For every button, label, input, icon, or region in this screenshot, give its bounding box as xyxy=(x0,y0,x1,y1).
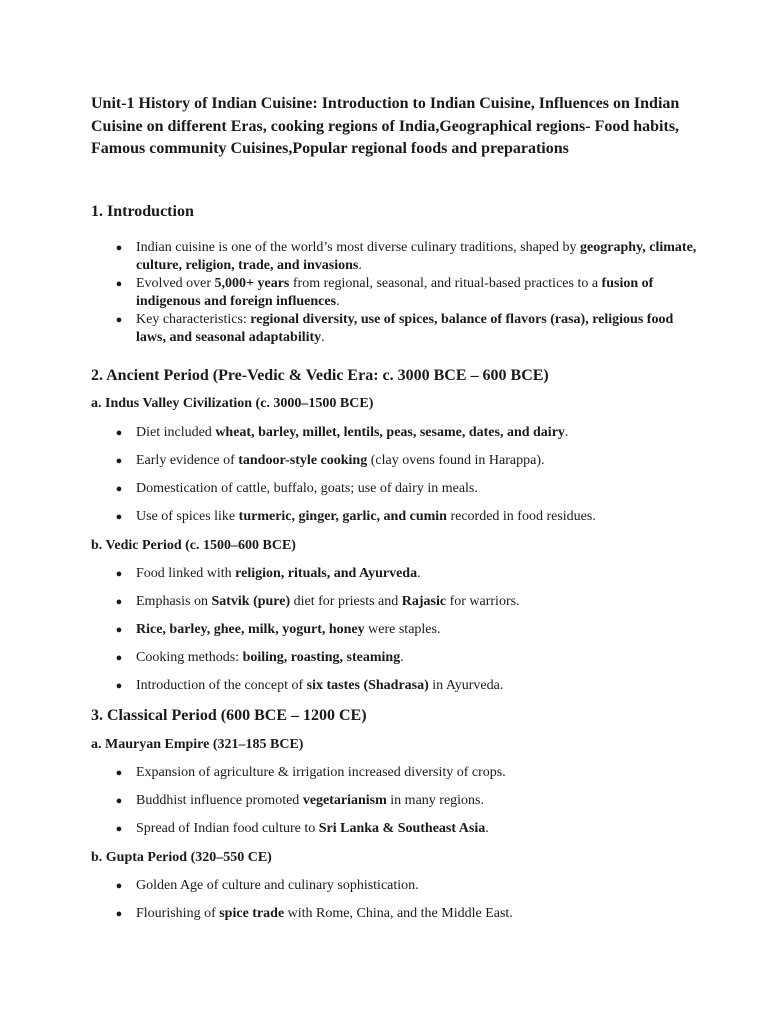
list-item: ● Indian cuisine is one of the world’s most diverse culinary traditions, shaped by geography, climate, culture, religion, trade, and invasions. xyxy=(113,239,703,275)
list-item: ● Food linked with religion, rituals, and Ayurveda. xyxy=(113,565,703,583)
section-heading-ancient-period: 2. Ancient Period (Pre-Vedic & Vedic Era: c. 3000 BCE – 600 BCE) xyxy=(91,367,549,384)
list-item: ● Flourishing of spice trade with Rome, China, and the Middle East. xyxy=(113,905,703,923)
list-item: ● Cooking methods: boiling, roasting, steaming. xyxy=(113,649,703,667)
page-title: Unit-1 History of Indian Cuisine: Introduction to Indian Cuisine, Influences on Indian Cuisine on different Eras, cooking regions of India,Geographical regions- Food habits, Famous community Cuisines,Popular regional foods and preparations xyxy=(91,95,680,157)
list-item: ● Buddhist influence promoted vegetarianism in many regions. xyxy=(113,792,703,810)
list-item: ● Golden Age of culture and culinary sophistication. xyxy=(113,877,703,895)
bullet-icon: ● xyxy=(115,511,123,523)
bullet-icon: ● xyxy=(115,880,123,892)
list-item: ● Expansion of agriculture & irrigation increased diversity of crops. xyxy=(113,764,703,782)
section-heading-introduction: 1. Introduction xyxy=(91,203,194,220)
bullet-icon: ● xyxy=(115,652,123,664)
list-item: ● Early evidence of tandoor-style cooking (clay ovens found in Harappa). xyxy=(113,452,703,470)
list-item: ● Spread of Indian food culture to Sri Lanka & Southeast Asia. xyxy=(113,820,703,838)
section-heading-classical-period: 3. Classical Period (600 BCE – 1200 CE) xyxy=(91,707,367,724)
bullet-icon: ● xyxy=(115,278,123,290)
bullet-icon: ● xyxy=(115,795,123,807)
subsection-heading-gupta-period: b. Gupta Period (320–550 CE) xyxy=(91,850,272,865)
bullet-icon: ● xyxy=(115,767,123,779)
bullet-icon: ● xyxy=(115,823,123,835)
list-item: ● Rice, barley, ghee, milk, yogurt, honey were staples. xyxy=(113,621,703,639)
list-item: ● Evolved over 5,000+ years from regional, seasonal, and ritual-based practices to a fusion of indigenous and foreign influences. xyxy=(113,275,703,311)
list-item: ● Key characteristics: regional diversity, use of spices, balance of flavors (rasa), religious food laws, and seasonal adaptability. xyxy=(113,311,703,347)
bullet-icon: ● xyxy=(115,680,123,692)
subsection-heading-indus-valley: a. Indus Valley Civilization (c. 3000–1500 BCE) xyxy=(91,396,374,411)
bullet-icon: ● xyxy=(115,596,123,608)
bullet-icon: ● xyxy=(115,908,123,920)
bullet-icon: ● xyxy=(115,314,123,326)
bullet-icon: ● xyxy=(115,242,123,254)
bullet-icon: ● xyxy=(115,624,123,636)
bullet-icon: ● xyxy=(115,568,123,580)
bullet-icon: ● xyxy=(115,427,123,439)
list-item: ● Domestication of cattle, buffalo, goats; use of dairy in meals. xyxy=(113,480,703,498)
bullet-icon: ● xyxy=(115,483,123,495)
list-item: ● Introduction of the concept of six tastes (Shadrasa) in Ayurveda. xyxy=(113,677,703,695)
bullet-icon: ● xyxy=(115,455,123,467)
list-item: ● Diet included wheat, barley, millet, lentils, peas, sesame, dates, and dairy. xyxy=(113,424,703,442)
list-item: ● Emphasis on Satvik (pure) diet for priests and Rajasic for warriors. xyxy=(113,593,703,611)
list-item: ● Use of spices like turmeric, ginger, garlic, and cumin recorded in food residues. xyxy=(113,508,703,526)
subsection-heading-vedic-period: b. Vedic Period (c. 1500–600 BCE) xyxy=(91,538,296,553)
subsection-heading-mauryan-empire: a. Mauryan Empire (321–185 BCE) xyxy=(91,737,304,752)
